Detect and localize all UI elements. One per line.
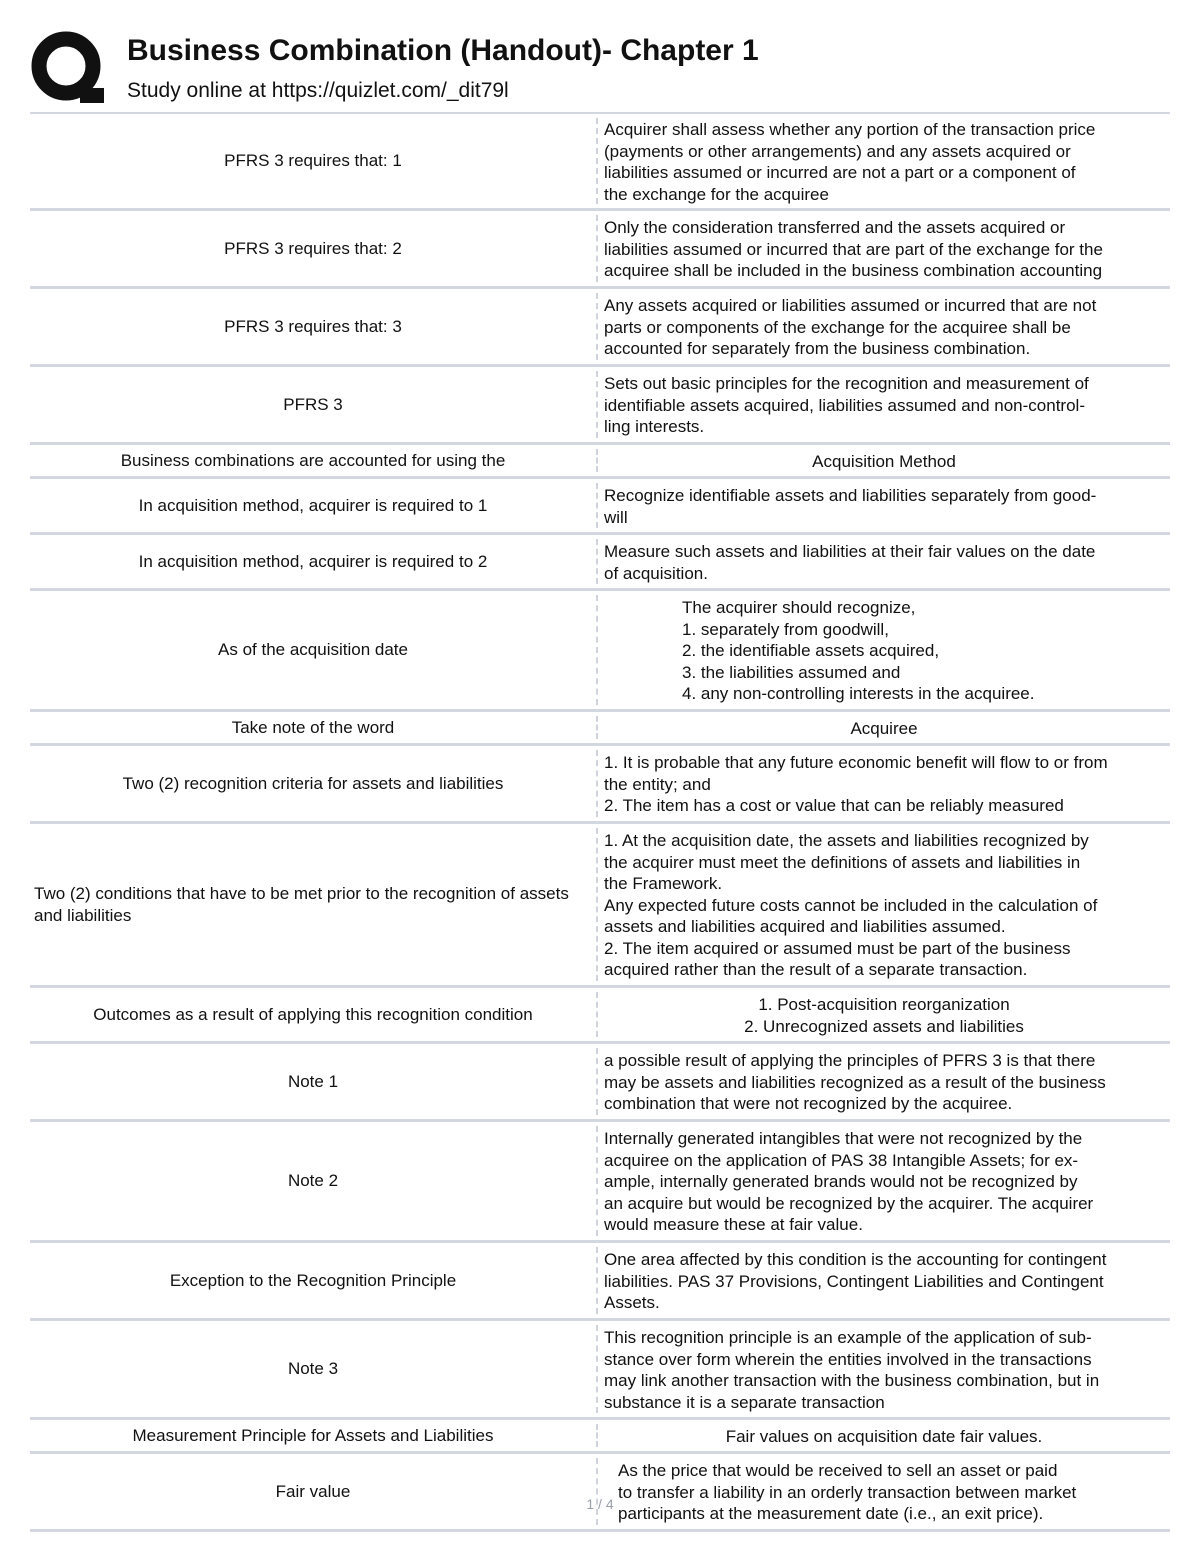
card-term: PFRS 3 bbox=[283, 394, 343, 414]
card-term: Fair value bbox=[275, 1481, 351, 1501]
flashcard-row bbox=[30, 1044, 1170, 1122]
flashcard-row bbox=[30, 746, 1170, 824]
flashcard-row bbox=[30, 289, 1170, 367]
flashcard-row bbox=[30, 211, 1170, 289]
card-definition bbox=[600, 824, 1168, 985]
card-term: Note 3 bbox=[287, 1359, 339, 1379]
definition-line: ample, internally generated brands would not be recognized by bbox=[604, 1172, 1078, 1192]
definition-line: would measure these at fair value. bbox=[604, 1215, 863, 1235]
definition-line: acquired rather than the result of a separate transaction. bbox=[604, 960, 1028, 980]
card-term: PFRS 3 requires that: 2 bbox=[224, 238, 402, 258]
definition-line: Recognize identifiable assets and liabilities separately from good- bbox=[604, 486, 1097, 505]
card-definition bbox=[600, 1454, 1168, 1529]
card-term: Measurement Principle for Assets and Liabilities bbox=[132, 1425, 494, 1445]
flashcard-row bbox=[30, 535, 1170, 591]
definition-line: a possible result of applying the principles of PFRS 3 is that there bbox=[604, 1051, 1096, 1071]
definition-line: Acquisition Method bbox=[812, 451, 956, 471]
card-definition bbox=[600, 1243, 1168, 1318]
definition-line: assets and liabilities acquired and liabilities assumed. bbox=[604, 917, 1006, 937]
card-term: Business combinations are accounted for using the bbox=[120, 450, 506, 470]
card-term: In acquisition method, acquirer is required to 1 bbox=[138, 495, 488, 515]
definition-line: Acquirer shall assess whether any portion of the transaction price bbox=[604, 120, 1096, 139]
definition-line: Sets out basic principles for the recognition and measurement of bbox=[604, 374, 1089, 394]
definition-line: Fair values on acquisition date fair values. bbox=[725, 1426, 1043, 1446]
page-title: Business Combination (Handout)- Chapter 1 bbox=[127, 34, 759, 67]
definition-line: 3. the liabilities assumed and bbox=[682, 662, 901, 682]
study-online-link[interactable]: Study online at https://quizlet.com/_dit79l bbox=[127, 79, 509, 102]
flashcard-row bbox=[30, 114, 1170, 211]
definition-line: the acquirer must meet the definitions of assets and liabilities in bbox=[604, 852, 1081, 872]
flashcard-row bbox=[30, 591, 1170, 712]
definition-line: acquiree on the application of PAS 38 Intangible Assets; for ex- bbox=[604, 1150, 1079, 1170]
definition-line: stance over form wherein the entities involved in the transactions bbox=[604, 1349, 1092, 1369]
definition-line: Only the consideration transferred and the assets acquired or bbox=[604, 218, 1066, 238]
definition-line: This recognition principle is an example of the application of sub- bbox=[604, 1328, 1092, 1347]
definition-line: 1. Post-acquisition reorganization bbox=[758, 995, 1010, 1014]
definition-line: identifiable assets acquired, liabilities assumed and non-control- bbox=[604, 395, 1085, 415]
card-definition bbox=[600, 535, 1168, 588]
definition-line: the Framework. bbox=[604, 874, 723, 894]
definition-line: 2. The item acquired or assumed must be part of the business bbox=[604, 938, 1071, 958]
definition-line: ling interests. bbox=[604, 417, 705, 437]
card-definition bbox=[600, 289, 1168, 364]
definition-line: Internally generated intangibles that were not recognized by the bbox=[604, 1129, 1083, 1149]
definition-line: 1. separately from goodwill, bbox=[682, 619, 889, 639]
card-term: Note 1 bbox=[287, 1071, 339, 1091]
flashcard-row bbox=[30, 1454, 1170, 1532]
flashcard-row bbox=[30, 712, 1170, 746]
flashcard-row bbox=[30, 1122, 1170, 1243]
definition-line: substance it is a separate transaction bbox=[604, 1392, 885, 1412]
card-term: Outcomes as a result of applying this recognition condition bbox=[93, 1004, 533, 1024]
definition-line: One area affected by this condition is the accounting for contingent bbox=[604, 1250, 1107, 1270]
flashcard-row bbox=[30, 367, 1170, 445]
definition-line: the exchange for the acquiree bbox=[604, 184, 829, 204]
flashcard-row bbox=[30, 824, 1170, 988]
definition-line: participants at the measurement date (i.e., an exit price). bbox=[618, 1504, 1044, 1524]
definition-line: liabilities assumed or incurred that are part of the exchange for the bbox=[604, 239, 1103, 259]
definition-line: 1. It is probable that any future economic benefit will flow to or from bbox=[604, 753, 1108, 773]
definition-line: As the price that would be received to sell an asset or paid bbox=[618, 1461, 1058, 1481]
definition-line: 4. any non-controlling interests in the acquiree. bbox=[682, 684, 1035, 704]
card-definition bbox=[600, 114, 1168, 208]
definition-line: an acquire but would be recognized by the acquirer. The acquirer bbox=[604, 1193, 1094, 1213]
definition-line: may link another transaction with the business combination, but in bbox=[604, 1371, 1100, 1390]
card-term: Take note of the word bbox=[231, 717, 395, 737]
definition-line: 2. the identifiable assets acquired, bbox=[682, 641, 940, 661]
definition-line: Any assets acquired or liabilities assumed or incurred that are not bbox=[604, 296, 1097, 316]
definition-line: 2. The item has a cost or value that can be reliably measured bbox=[604, 796, 1064, 816]
card-definition bbox=[600, 1044, 1168, 1119]
card-term: As of the acquisition date bbox=[218, 640, 408, 660]
definition-line: of acquisition. bbox=[604, 563, 708, 583]
card-definition bbox=[600, 367, 1168, 442]
definition-line: 1. At the acquisition date, the assets and liabilities recognized by bbox=[604, 831, 1089, 851]
definition-line: parts or components of the exchange for the acquiree shall be bbox=[604, 317, 1071, 337]
definition-line: liabilities. PAS 37 Provisions, Contingent Liabilities and Contingent bbox=[604, 1271, 1104, 1291]
definition-line: (payments or other arrangements) and any assets acquired or bbox=[604, 141, 1071, 161]
page-indicator: 1 / 4 bbox=[586, 1496, 614, 1512]
flashcard-row bbox=[30, 1420, 1170, 1454]
card-definition bbox=[600, 988, 1168, 1041]
definition-line: the entity; and bbox=[604, 774, 711, 794]
definition-line: will bbox=[604, 507, 628, 527]
card-definition bbox=[600, 1420, 1168, 1451]
definition-line: accounted for separately from the business combination. bbox=[604, 339, 1031, 359]
definition-line: Measure such assets and liabilities at their fair values on the date bbox=[604, 542, 1096, 561]
definition-line: to transfer a liability in an orderly transaction between market bbox=[618, 1482, 1077, 1502]
flashcard-row bbox=[30, 988, 1170, 1044]
card-term: Exception to the Recognition Principle bbox=[169, 1270, 457, 1290]
flashcard-row bbox=[30, 1243, 1170, 1321]
card-definition bbox=[600, 746, 1168, 821]
definition-line: Acquiree bbox=[850, 718, 918, 738]
card-term: In acquisition method, acquirer is required to 2 bbox=[138, 551, 488, 571]
quizlet-logo-icon bbox=[30, 30, 106, 106]
definition-line: 2. Unrecognized assets and liabilities bbox=[744, 1016, 1024, 1036]
flashcard-row bbox=[30, 1321, 1170, 1420]
definition-line: liabilities assumed or incurred are not a part or a component of bbox=[604, 163, 1076, 182]
card-definition bbox=[600, 479, 1168, 532]
card-definition bbox=[600, 1321, 1168, 1417]
card-term: PFRS 3 requires that: 3 bbox=[224, 316, 402, 336]
flashcard-row bbox=[30, 479, 1170, 535]
card-definition bbox=[600, 445, 1168, 476]
definition-line: combination that were not recognized by the acquiree. bbox=[604, 1094, 1013, 1114]
card-definition bbox=[600, 211, 1168, 286]
card-term: Two (2) recognition criteria for assets and liabilities bbox=[122, 773, 504, 793]
card-term: Two (2) conditions that have to be met prior to the recognition of assets and liabilities bbox=[34, 884, 569, 925]
card-term: Note 2 bbox=[287, 1171, 339, 1191]
card-definition bbox=[600, 591, 1168, 709]
definition-line: Assets. bbox=[604, 1293, 660, 1313]
definition-line: may be assets and liabilities recognized as a result of the business bbox=[604, 1072, 1106, 1092]
flashcard-row bbox=[30, 445, 1170, 479]
card-definition bbox=[600, 712, 1168, 743]
flashcard-list bbox=[30, 112, 1170, 1532]
card-definition bbox=[600, 1122, 1168, 1240]
definition-line: The acquirer should recognize, bbox=[682, 598, 916, 618]
definition-line: Any expected future costs cannot be included in the calculation of bbox=[604, 895, 1098, 915]
definition-line: acquiree shall be included in the business combination accounting bbox=[604, 261, 1103, 281]
card-term: PFRS 3 requires that: 1 bbox=[224, 151, 402, 171]
